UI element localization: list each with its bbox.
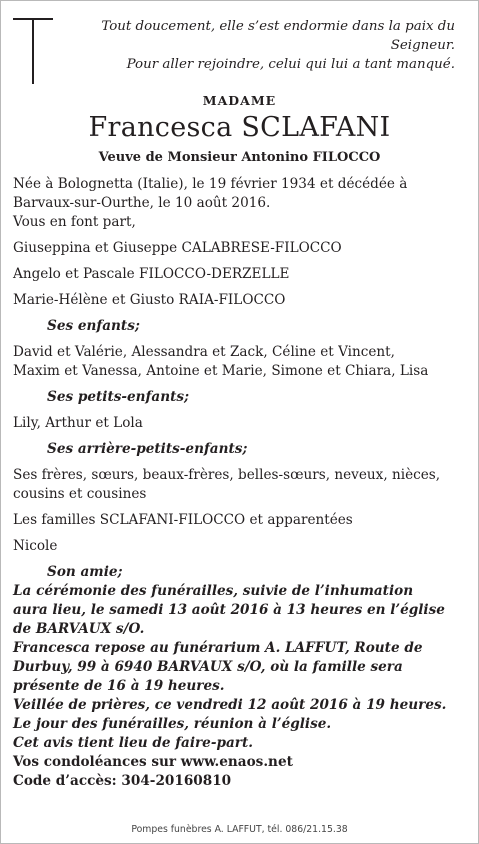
funerarium-line: présente de 16 à 19 heures. <box>13 678 225 694</box>
faire-part-line: Cet avis tient lieu de faire-part. <box>13 735 253 751</box>
great-grandchildren-heading: Ses arrière-petits-enfants; <box>47 441 248 457</box>
funerarium-line: Francesca repose au funérarium A. LAFFUT, Route de <box>13 640 423 656</box>
families-line: Les familles SCLAFANI-FILOCCO et apparentées <box>13 512 353 528</box>
children-heading: Ses enfants; <box>47 318 140 334</box>
child-family: Giuseppina et Giuseppe CALABRESE-FILOCCO <box>13 240 342 256</box>
child-family: Angelo et Pascale FILOCCO-DERZELLE <box>13 266 290 282</box>
widow-of: Veuve de Monsieur Antonino FILOCCO <box>98 150 381 165</box>
title-prefix: MADAME <box>202 93 277 108</box>
funeral-home-credit: Pompes funèbres A. LAFFUT, tél. 086/21.15.38 <box>131 824 348 835</box>
epigraph <box>95 17 455 74</box>
funerarium-line: Durbuy, 99 à 6940 BARVAUX s/O, où la famille sera <box>13 659 403 675</box>
cross-icon <box>13 18 53 84</box>
child-family: Marie-Hélène et Giusto RAIA-FILOCCO <box>13 292 286 308</box>
birth-line: Née à Bolognetta (Italie), le 19 février 1934 et décédée à <box>13 176 408 192</box>
great-grandchildren: Lily, Arthur et Lola <box>13 415 143 431</box>
birth-line: Barvaux-sur-Ourthe, le 10 août 2016. <box>13 195 271 211</box>
access-code: Code d’accès: 304-20160810 <box>13 773 232 789</box>
siblings-line: cousins et cousines <box>13 486 147 502</box>
epigraph-line: Seigneur. <box>390 38 455 53</box>
friend-name: Nicole <box>13 538 58 554</box>
ceremony-line: La cérémonie des funérailles, suivie de l’inhumation <box>13 583 414 599</box>
condolences-link: Vos condoléances sur www.enaos.net <box>13 754 293 770</box>
grandchildren-heading: Ses petits-enfants; <box>47 389 190 405</box>
ceremony-line: de BARVAUX s/O. <box>13 621 145 637</box>
vigil-line: Veillée de prières, ce vendredi 12 août 2016 à 19 heures. <box>13 697 447 713</box>
epigraph-line: Tout doucement, elle s’est endormie dans la paix du <box>101 19 455 34</box>
meeting-line: Le jour des funérailles, réunion à l’église. <box>13 716 332 732</box>
epigraph-line: Pour aller rejoindre, celui qui lui a tant manqué. <box>126 57 455 72</box>
grandchildren-line: David et Valérie, Alessandra et Zack, Céline et Vincent, <box>13 344 395 360</box>
deceased-name: Francesca SCLAFANI <box>88 112 391 143</box>
grandchildren-line: Maxim et Vanessa, Antoine et Marie, Simone et Chiara, Lisa <box>13 363 429 379</box>
ceremony-line: aura lieu, le samedi 13 août 2016 à 13 heures en l’église <box>13 602 445 618</box>
siblings-line: Ses frères, sœurs, beaux-frères, belles-sœurs, neveux, nièces, <box>13 467 441 483</box>
birth-line: Vous en font part, <box>13 214 136 230</box>
notice-body <box>13 175 468 791</box>
friend-heading: Son amie; <box>47 564 123 580</box>
